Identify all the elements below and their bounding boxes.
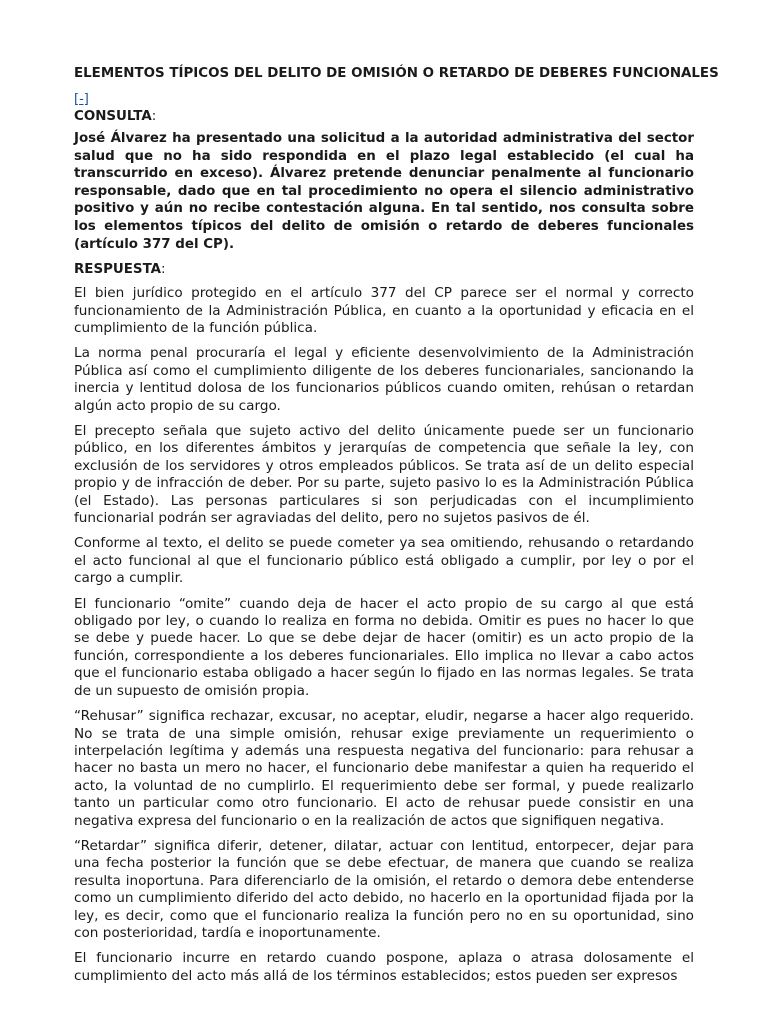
- consulta-text: José Álvarez ha presentado una solicitud a la autoridad administrativa del sector salud que no ha sido respondida en el plazo legal establecido (el cual ha transcurrido en exceso). Álvarez pretende denunciar penalmente al funcionario responsable, dado que en tal procedimiento no opera el silencio administrativo positivo y aún no recibe contestación alguna. En tal sentido, nos consulta sobre los elementos típicos del delito de omisión o retardo de deberes funcionales (artículo 377 del CP).: [74, 131, 694, 252]
- body-paragraph: La norma penal procuraría el legal y eficiente desenvolvimiento de la Administración Pública así como el cumplimiento diligente de los deberes funcionariales, sancionando la inercia y lentitud dolosa de los funcionarios públicos cuando omiten, rehúsan o retardan algún acto propio de su cargo.: [74, 345, 694, 414]
- body-paragraph: El funcionario “omite” cuando deja de hacer el acto propio de su cargo al que está obligado por ley, o cuando lo realiza en forma no debida. Omitir es pues no hacer lo que se debe y puede hacer. Lo que se debe dejar de hacer (omitir) es un acto propio de la función, correspondiente a los deberes funcionariales. Ello implica no llevar a cabo actos que el funcionario estaba obligado a hacer según lo fijado en las normas legales. Se trata de un supuesto de omisión propia.: [74, 595, 694, 699]
- document-page: [74, 64, 719, 993]
- consulta-colon: :: [151, 109, 157, 124]
- respuesta-label: RESPUESTA: [74, 262, 162, 278]
- body-paragraph: “Retardar” significa diferir, detener, dilatar, actuar con lentitud, entorpecer, dejar para una fecha posterior la función que se debe efectuar, de manera que cuando se realiza resulta inoportuna. Para diferenciarlo de la omisión, el retardo o demora debe entenderse como un cumplimiento diferido del acto debido, no hacerlo en la oportunidad fijada por la ley, es decir, como que el funcionario realiza la función pero no en su oportunidad, sino con posterioridad, tardía e inoportunamente.: [74, 837, 694, 941]
- respuesta-heading: [74, 261, 694, 279]
- body-paragraph: “Rehusar” significa rechazar, excusar, no aceptar, eludir, negarse a hacer algo requerido. No se trata de una simple omisión, rehusar exige previamente un requerimiento o interpelación legítima y además una respuesta negativa del funcionario: para rehusar a hacer no basta un mero no hacer, el funcionario debe manifestar a quien ha requerido el acto, la voluntad de no cumplirlo. El requerimiento debe ser formal, y puede realizarlo tanto un particular como otro funcionario. El acto de rehusar puede consistir en una negativa expresa del funcionario o en la realización de actos que signifiquen negativa.: [74, 708, 694, 829]
- document-title: ELEMENTOS TÍPICOS DEL DELITO DE OMISIÓN O RETARDO DE DEBERES FUNCIONALES: [74, 66, 719, 81]
- body-paragraph: El bien jurídico protegido en el artículo 377 del CP parece ser el normal y correcto funcionamiento de la Administración Pública, en cuanto a la oportunidad y eficacia en el cumplimiento de la función pública.: [74, 285, 694, 336]
- body-paragraph: El funcionario incurre en retardo cuando pospone, aplaza o atrasa dolosamente el cumplimiento del acto más allá de los términos establecidos; estos pueden ser expresos: [74, 950, 694, 984]
- body-paragraph: Conforme al texto, el delito se puede cometer ya sea omitiendo, rehusando o retardando el acto funcional al que el funcionario público está obligado a cumplir, por ley o por el cargo a cumplir.: [74, 535, 694, 587]
- body-paragraph: El precepto señala que sujeto activo del delito únicamente puede ser un funcionario público, en los diferentes ámbitos y jerarquías de competencia que señale la ley, con exclusión de los servidores y otros empleados públicos. Se trata así de un delito especial propio y de infracción de deber. Por su parte, sujeto pasivo lo es la Administración Pública (el Estado). Las personas particulares si son perjudicadas con el incumplimiento funcionarial podrán ser agraviadas del delito, pero no sujetos pasivos de él.: [74, 423, 694, 527]
- consulta-heading: [74, 108, 694, 126]
- respuesta-colon: :: [161, 262, 166, 278]
- collapse-toggle-link[interactable]: [-]: [74, 92, 89, 107]
- consulta-label: CONSULTA: [74, 109, 152, 124]
